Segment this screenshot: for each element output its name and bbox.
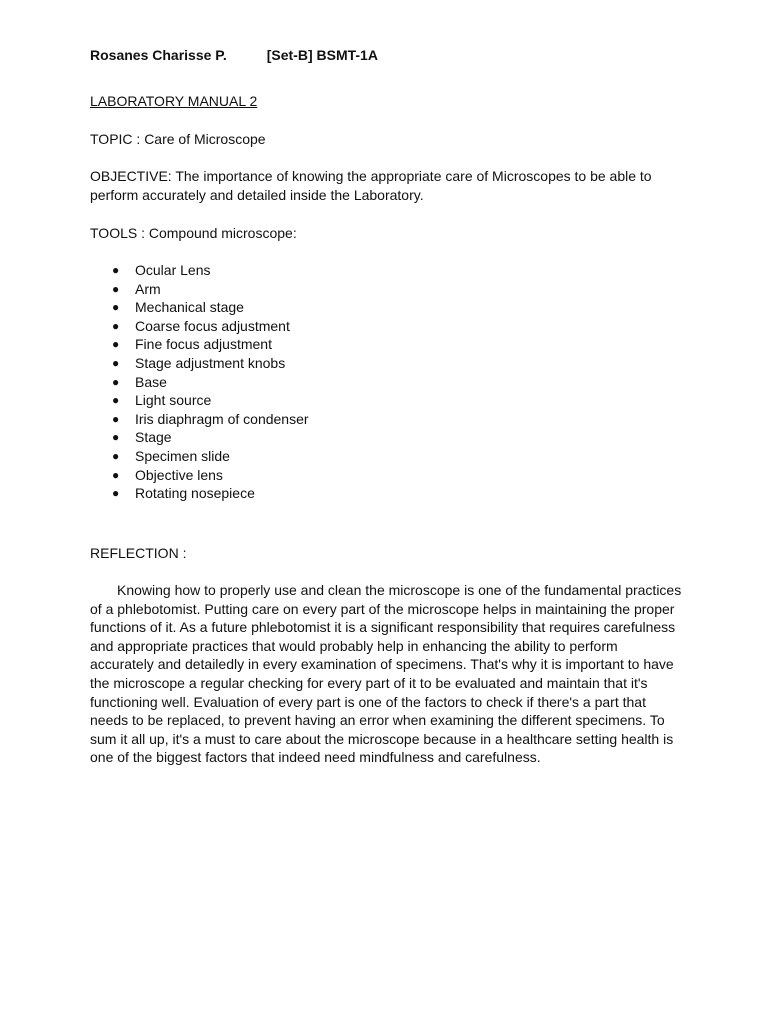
list-item [90,447,309,466]
list-item-label: Iris diaphragm of condenser [135,410,309,427]
bullet-icon: ● [112,393,120,408]
list-item-label: Arm [135,280,161,297]
list-item-label: Fine focus adjustment [135,336,272,353]
bullet-icon: ● [112,467,120,482]
list-item [90,484,309,503]
list-item [90,373,309,392]
lab-manual-title: LABORATORY MANUAL 2 [90,93,258,109]
bullet-icon: ● [112,411,120,426]
list-item [90,261,309,280]
tools-heading: TOOLS : Compound microscope: [90,225,297,241]
list-item-label: Ocular Lens [135,262,211,278]
bullet-icon: ● [112,486,120,501]
student-section: [Set-B] BSMT-1A [266,47,378,63]
bullet-icon: ● [112,355,120,370]
list-item [90,428,309,447]
topic-line: TOPIC : Care of Microscope [90,131,266,147]
list-item-label: Rotating nosepiece [135,485,255,502]
list-item-label: Base [135,373,167,390]
student-name: Rosanes Charisse P. [90,47,227,63]
reflection-paragraph: Knowing how to properly use and clean the microscope is one of the fundamental practices of a phlebotomist. Putting care on every part of the microscope helps in maintaining the proper functions of it. As a future phlebotomist it is a significant responsibility that requires carefulness and appropriate practices that would probably help in enhancing the ability to perform accurately and detailedly in every examination of specimens. That's why it is important to have the microscope a regular checking for every part of it to be evaluated and maintain that it's functioning well. Evaluation of every part is one of the factors to check if there's a part that needs to be replaced, to prevent having an error when examining the different specimens. To sum it all up, it's a must to care about the microscope because in a healthcare setting health is one of the biggest factors that indeed need mindfulness and carefulness. [90,582,682,766]
list-item [90,391,309,410]
tools-list [90,261,309,503]
list-item [90,317,309,336]
reflection-heading: REFLECTION : [90,545,187,561]
list-item [90,335,309,354]
list-item-label: Light source [135,392,212,409]
list-item [90,298,309,317]
list-item [90,354,309,373]
list-item [90,410,309,429]
bullet-icon: ● [112,318,120,333]
list-item-label: Coarse focus adjustment [135,317,290,334]
list-item [90,280,309,299]
bullet-icon: ● [112,300,120,315]
list-item-label: Stage [135,429,172,446]
bullet-icon: ● [112,430,120,445]
list-item-label: Specimen slide [135,447,230,464]
list-item [90,466,309,485]
list-item-label: Objective lens [135,466,223,483]
student-header [90,46,378,65]
bullet-icon: ● [112,337,120,352]
objective-paragraph: OBJECTIVE: The importance of knowing the appropriate care of Microscopes to be able to perform accurately and detailed inside the Laboratory. [90,168,652,203]
list-item-label: Mechanical stage [135,299,244,316]
list-item-label: Stage adjustment knobs [135,354,286,371]
bullet-icon: ● [112,448,120,463]
bullet-icon: ● [112,374,120,389]
bullet-icon: ● [112,281,120,296]
bullet-icon: ● [112,263,120,277]
